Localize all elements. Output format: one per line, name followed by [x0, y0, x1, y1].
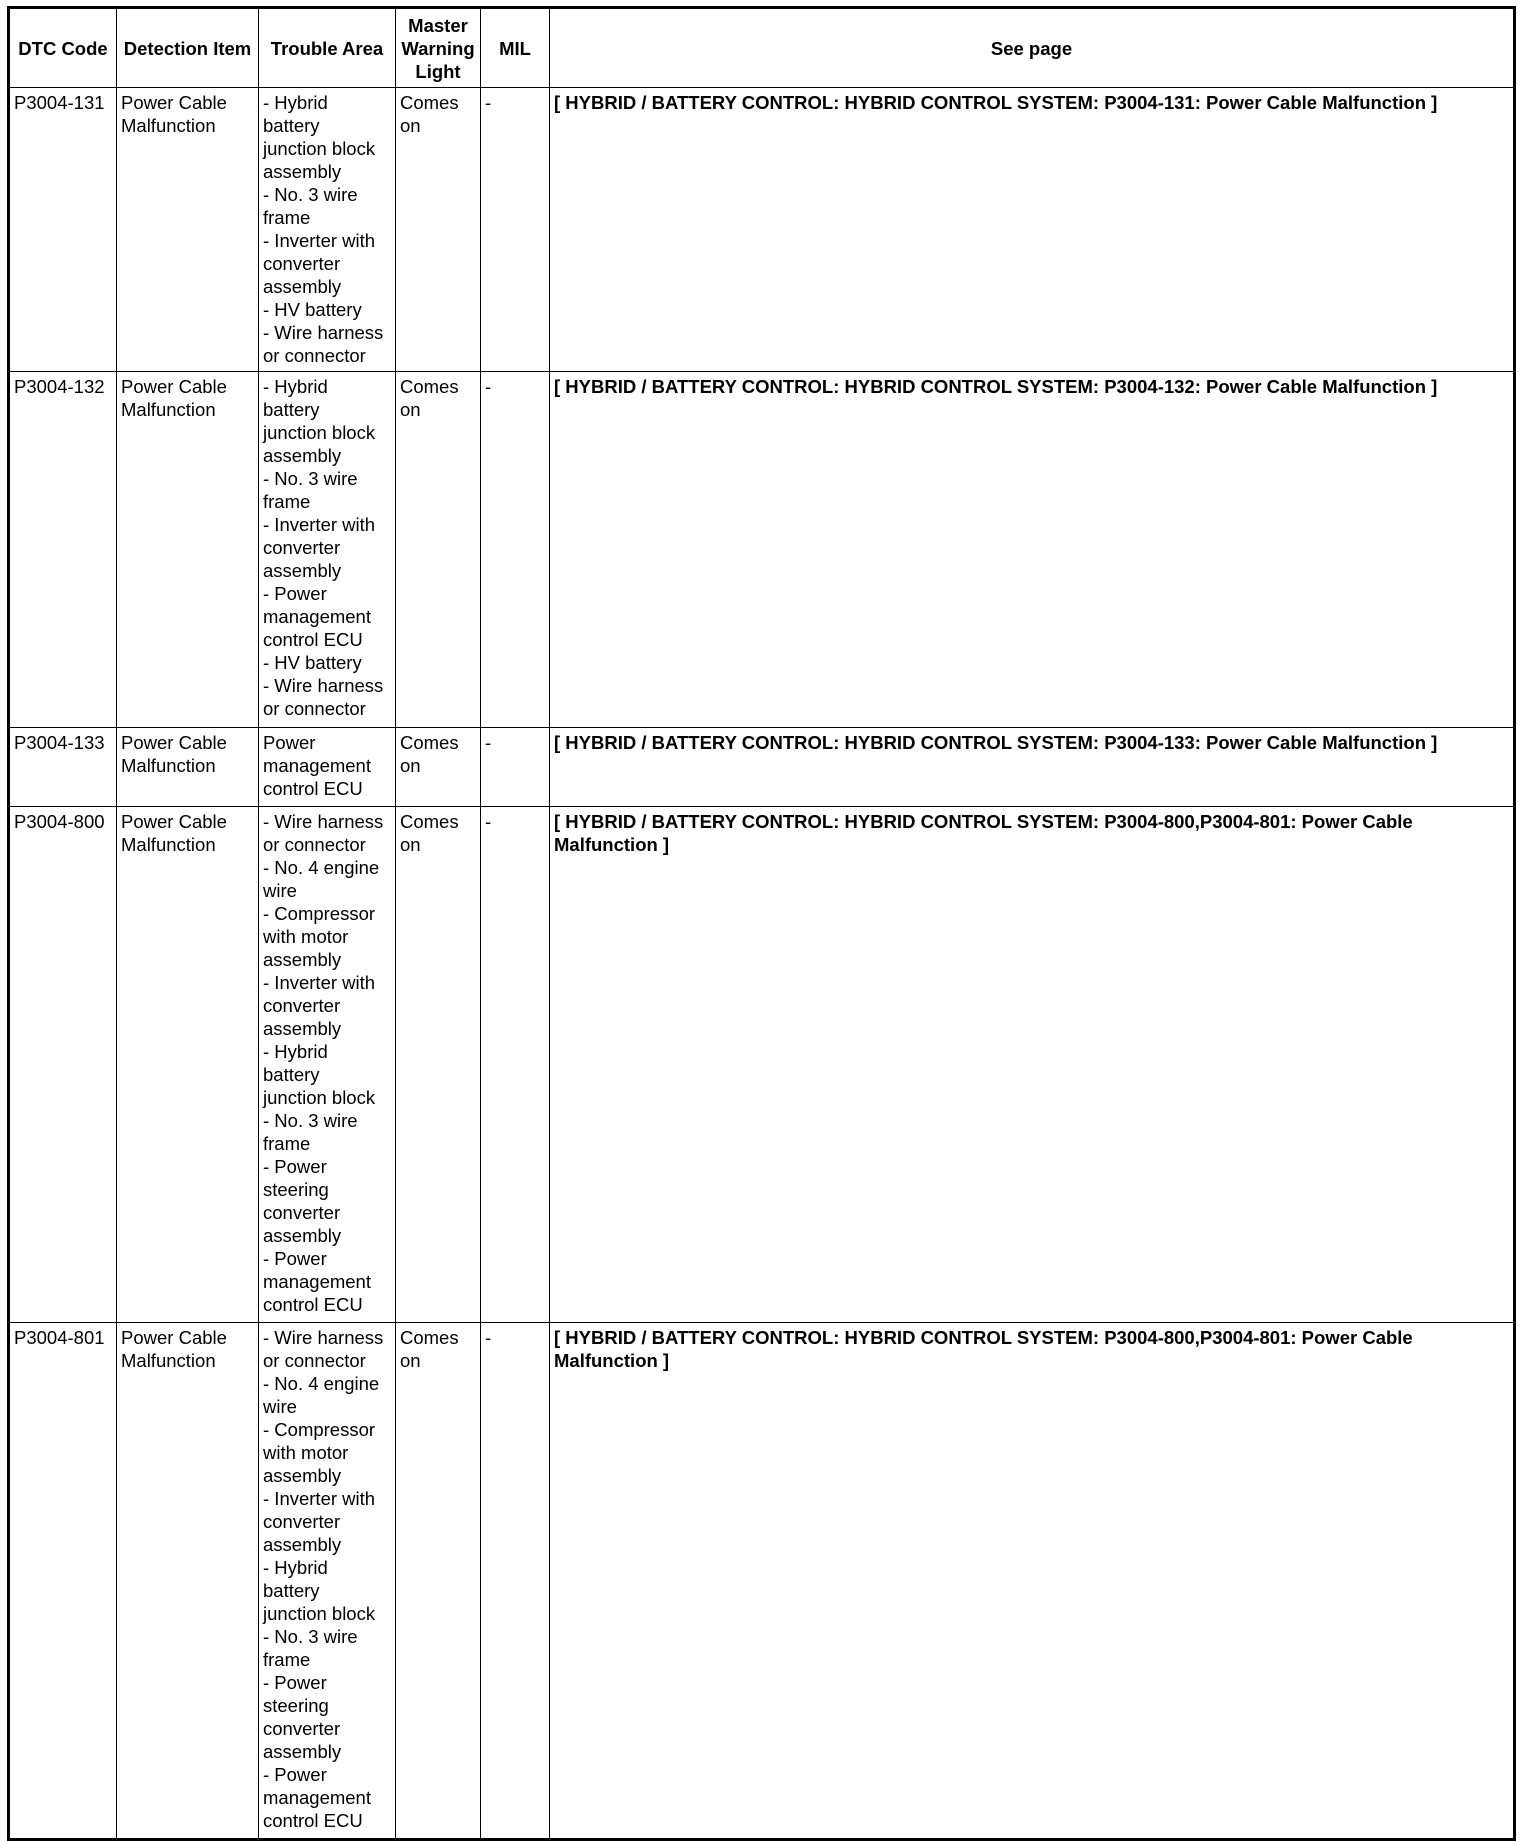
- master-warning-light-cell: [396, 88, 481, 372]
- trouble-area-line: - Inverter with: [263, 972, 376, 993]
- see-page-link[interactable]: [ HYBRID / BATTERY CONTROL: HYBRID CONTROL SYSTEM: P3004-800,P3004-801: Power Cable Malfunction ]: [550, 1323, 1515, 1840]
- trouble-area-line: battery: [263, 1064, 320, 1085]
- trouble-area-line: - Power: [263, 583, 327, 604]
- trouble-area-line: converter: [263, 1718, 341, 1739]
- mil-cell: -: [481, 728, 550, 807]
- trouble-area-line: or connector: [263, 698, 366, 719]
- trouble-area-cell: [259, 88, 396, 372]
- trouble-area-line: - Wire harness: [263, 322, 384, 343]
- master-warning-light-cell: [396, 1323, 481, 1840]
- trouble-area-line: or connector: [263, 1350, 366, 1371]
- trouble-area-line: converter: [263, 1202, 341, 1223]
- trouble-area-line: converter: [263, 1511, 341, 1532]
- trouble-area-line: - No. 4 engine: [263, 857, 380, 878]
- table-row: [9, 372, 1515, 728]
- trouble-area-line: - No. 3 wire: [263, 1626, 358, 1647]
- trouble-area-line: - Power: [263, 1248, 327, 1269]
- trouble-area-line: assembly: [263, 1018, 342, 1039]
- header-dtc-code: DTC Code: [9, 8, 117, 88]
- table-row: [9, 807, 1515, 1323]
- header-master-warning-light: [396, 8, 481, 88]
- detection-item-line: Power Cable: [121, 811, 227, 832]
- trouble-area-line: converter: [263, 995, 341, 1016]
- master-warning-light-line: on: [400, 115, 421, 136]
- trouble-area-line: assembly: [263, 276, 342, 297]
- trouble-area-line: steering: [263, 1695, 329, 1716]
- master-warning-light-cell: [396, 728, 481, 807]
- see-page-link[interactable]: [ HYBRID / BATTERY CONTROL: HYBRID CONTROL SYSTEM: P3004-800,P3004-801: Power Cable Malfunction ]: [550, 807, 1515, 1323]
- detection-item-line: Malfunction: [121, 755, 216, 776]
- trouble-area-line: assembly: [263, 1465, 342, 1486]
- trouble-area-cell: [259, 372, 396, 728]
- header-see-page: See page: [550, 8, 1515, 88]
- master-warning-light-line: on: [400, 399, 421, 420]
- trouble-area-line: converter: [263, 253, 341, 274]
- detection-item-cell: [117, 728, 259, 807]
- detection-item-line: Malfunction: [121, 399, 216, 420]
- trouble-area-line: - Wire harness: [263, 675, 384, 696]
- trouble-area-line: junction block: [263, 1603, 376, 1624]
- trouble-area-line: management: [263, 1787, 371, 1808]
- table-header-row: [9, 8, 1515, 88]
- trouble-area-line: - Hybrid: [263, 92, 328, 113]
- trouble-area-line: - Wire harness: [263, 811, 384, 832]
- see-page-link[interactable]: [ HYBRID / BATTERY CONTROL: HYBRID CONTROL SYSTEM: P3004-132: Power Cable Malfunction ]: [550, 372, 1515, 728]
- master-warning-light-line: Comes: [400, 376, 459, 397]
- detection-item-cell: [117, 807, 259, 1323]
- trouble-area-line: - No. 3 wire: [263, 184, 358, 205]
- trouble-area-line: battery: [263, 115, 320, 136]
- dtc-code-cell: P3004-133: [9, 728, 117, 807]
- master-warning-light-line: Comes: [400, 92, 459, 113]
- trouble-area-line: management: [263, 755, 371, 776]
- trouble-area-line: - No. 4 engine: [263, 1373, 380, 1394]
- trouble-area-line: assembly: [263, 445, 342, 466]
- trouble-area-line: or connector: [263, 834, 366, 855]
- trouble-area-line: - Power: [263, 1764, 327, 1785]
- header-master-warning-light-line: Light: [415, 60, 461, 82]
- trouble-area-line: or connector: [263, 345, 366, 366]
- trouble-area-cell: [259, 1323, 396, 1840]
- dtc-table: [7, 6, 1516, 1841]
- master-warning-light-cell: [396, 372, 481, 728]
- trouble-area-line: with motor: [263, 1442, 349, 1463]
- trouble-area-line: - Hybrid: [263, 1041, 328, 1062]
- header-mil: MIL: [481, 8, 550, 88]
- detection-item-line: Power Cable: [121, 376, 227, 397]
- master-warning-light-line: Comes: [400, 811, 459, 832]
- trouble-area-line: - Power: [263, 1156, 327, 1177]
- trouble-area-line: assembly: [263, 1225, 342, 1246]
- detection-item-cell: [117, 1323, 259, 1840]
- table-row: [9, 728, 1515, 807]
- trouble-area-line: - Wire harness: [263, 1327, 384, 1348]
- table-row: [9, 1323, 1515, 1840]
- trouble-area-line: control ECU: [263, 629, 363, 650]
- trouble-area-line: Power: [263, 732, 316, 753]
- detection-item-line: Malfunction: [121, 1350, 216, 1371]
- mil-cell: -: [481, 1323, 550, 1840]
- mil-cell: -: [481, 372, 550, 728]
- master-warning-light-line: on: [400, 755, 421, 776]
- trouble-area-line: battery: [263, 1580, 320, 1601]
- trouble-area-line: control ECU: [263, 1810, 363, 1831]
- trouble-area-line: assembly: [263, 161, 342, 182]
- dtc-code-cell: P3004-131: [9, 88, 117, 372]
- mil-cell: -: [481, 88, 550, 372]
- trouble-area-line: with motor: [263, 926, 349, 947]
- trouble-area-line: frame: [263, 1133, 311, 1154]
- trouble-area-line: converter: [263, 537, 341, 558]
- detection-item-cell: [117, 88, 259, 372]
- trouble-area-cell: [259, 728, 396, 807]
- trouble-area-line: - HV battery: [263, 299, 362, 320]
- trouble-area-line: assembly: [263, 1741, 342, 1762]
- master-warning-light-cell: [396, 807, 481, 1323]
- trouble-area-line: battery: [263, 399, 320, 420]
- table-row: [9, 88, 1515, 372]
- trouble-area-line: - Power: [263, 1672, 327, 1693]
- master-warning-light-line: on: [400, 834, 421, 855]
- header-master-warning-light-line: Warning: [401, 37, 475, 59]
- trouble-area-line: management: [263, 1271, 371, 1292]
- trouble-area-line: wire: [263, 880, 297, 901]
- dtc-code-cell: P3004-800: [9, 807, 117, 1323]
- trouble-area-line: control ECU: [263, 778, 363, 799]
- mil-cell: -: [481, 807, 550, 1323]
- detection-item-line: Power Cable: [121, 1327, 227, 1348]
- trouble-area-line: assembly: [263, 1534, 342, 1555]
- trouble-area-line: junction block: [263, 138, 376, 159]
- trouble-area-line: wire: [263, 1396, 297, 1417]
- trouble-area-cell: [259, 807, 396, 1323]
- trouble-area-line: - Inverter with: [263, 1488, 376, 1509]
- trouble-area-line: - No. 3 wire: [263, 1110, 358, 1131]
- trouble-area-line: steering: [263, 1179, 329, 1200]
- trouble-area-line: - Compressor: [263, 1419, 376, 1440]
- detection-item-line: Malfunction: [121, 834, 216, 855]
- trouble-area-line: - Inverter with: [263, 514, 376, 535]
- trouble-area-line: frame: [263, 1649, 311, 1670]
- dtc-code-cell: P3004-801: [9, 1323, 117, 1840]
- trouble-area-line: - No. 3 wire: [263, 468, 358, 489]
- trouble-area-line: assembly: [263, 560, 342, 581]
- trouble-area-line: frame: [263, 491, 311, 512]
- detection-item-cell: [117, 372, 259, 728]
- master-warning-light-line: Comes: [400, 732, 459, 753]
- trouble-area-line: - Compressor: [263, 903, 376, 924]
- detection-item-line: Power Cable: [121, 92, 227, 113]
- trouble-area-line: - Hybrid: [263, 376, 328, 397]
- see-page-link[interactable]: [ HYBRID / BATTERY CONTROL: HYBRID CONTROL SYSTEM: P3004-131: Power Cable Malfunction ]: [550, 88, 1515, 372]
- master-warning-light-line: Comes: [400, 1327, 459, 1348]
- trouble-area-line: - Inverter with: [263, 230, 376, 251]
- trouble-area-line: - Hybrid: [263, 1557, 328, 1578]
- trouble-area-line: control ECU: [263, 1294, 363, 1315]
- dtc-code-cell: P3004-132: [9, 372, 117, 728]
- trouble-area-line: management: [263, 606, 371, 627]
- trouble-area-line: assembly: [263, 949, 342, 970]
- trouble-area-line: - HV battery: [263, 652, 362, 673]
- header-detection-item: Detection Item: [117, 8, 259, 88]
- detection-item-line: Malfunction: [121, 115, 216, 136]
- see-page-link[interactable]: [ HYBRID / BATTERY CONTROL: HYBRID CONTROL SYSTEM: P3004-133: Power Cable Malfunction ]: [550, 728, 1515, 807]
- detection-item-line: Power Cable: [121, 732, 227, 753]
- header-trouble-area: Trouble Area: [259, 8, 396, 88]
- dtc-table-page: [7, 6, 1516, 1841]
- trouble-area-line: junction block: [263, 422, 376, 443]
- header-master-warning-light-line: Master: [408, 14, 468, 36]
- trouble-area-line: frame: [263, 207, 311, 228]
- trouble-area-line: junction block: [263, 1087, 376, 1108]
- master-warning-light-line: on: [400, 1350, 421, 1371]
- table-body: [9, 88, 1515, 1840]
